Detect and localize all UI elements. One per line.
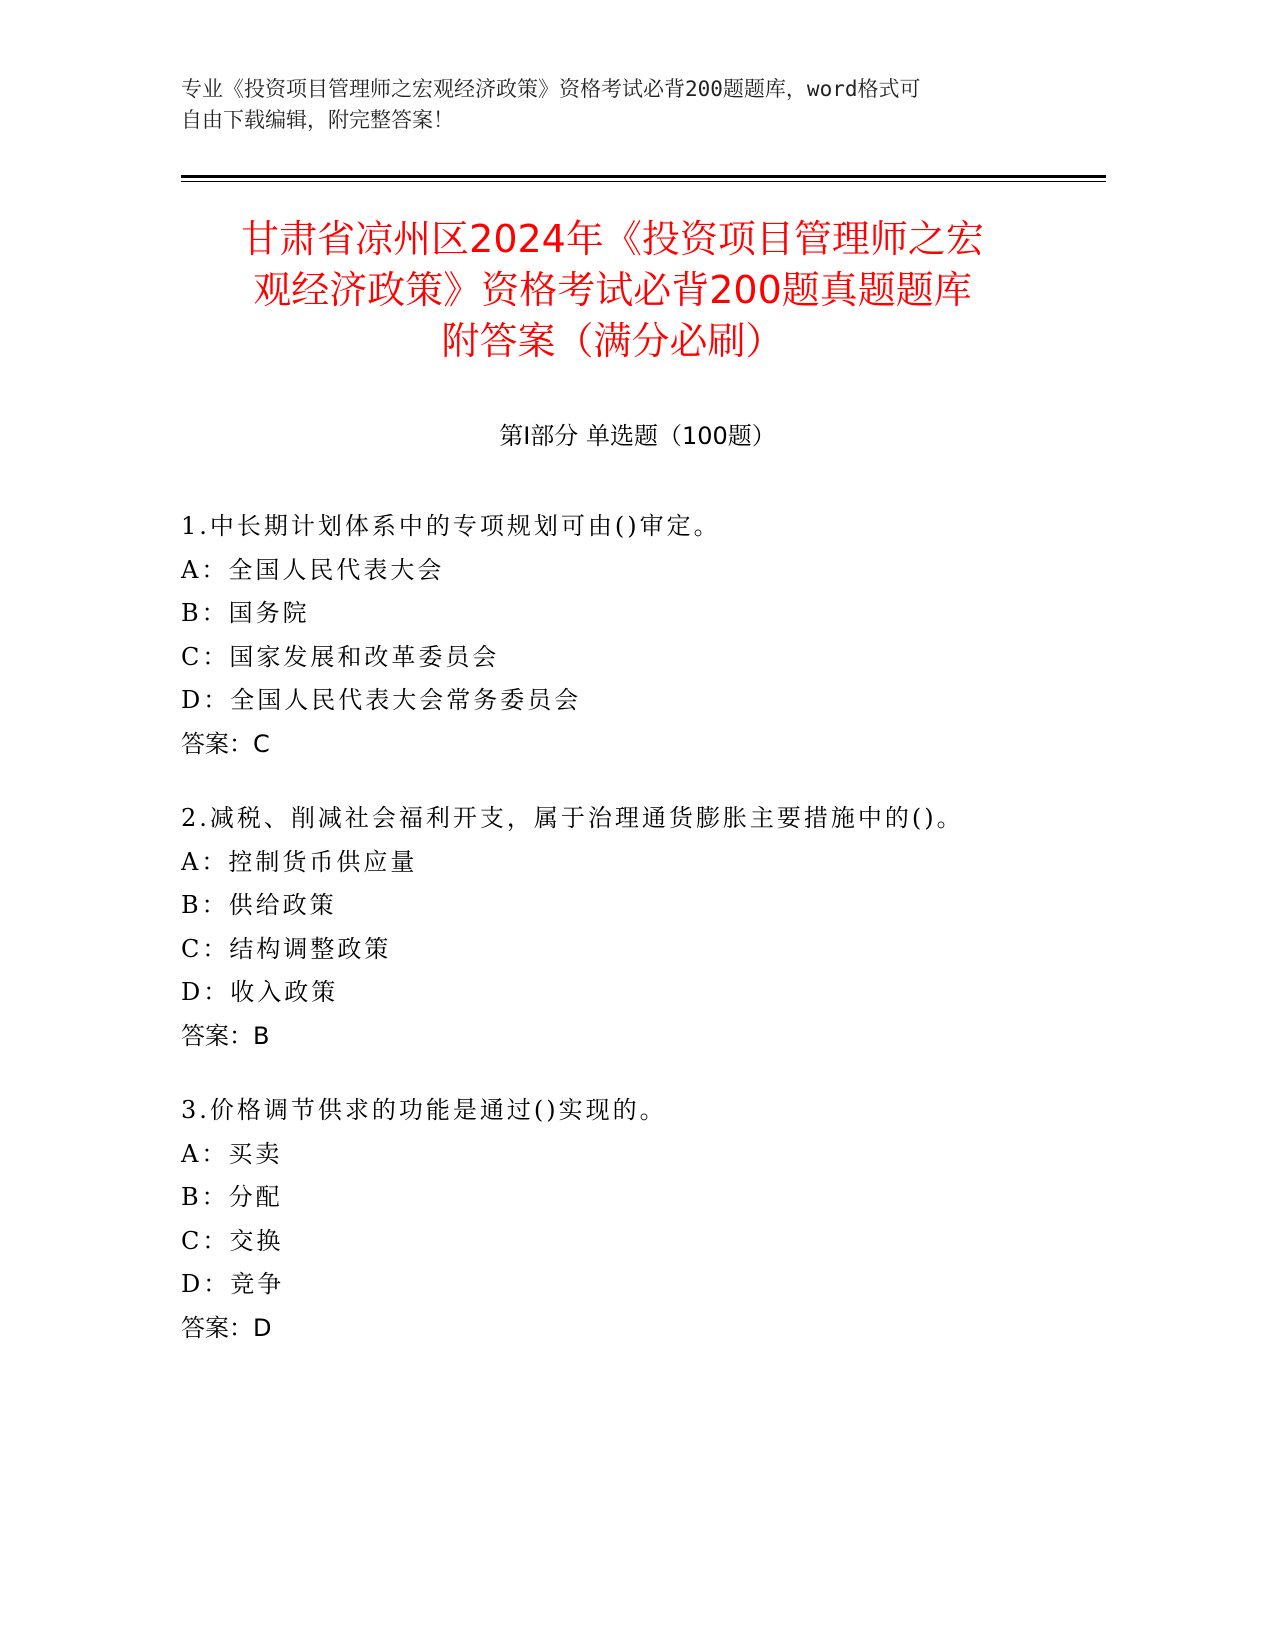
answer-line: 答案：C [181,729,270,758]
header-note-line-2: 自由下载编辑，附完整答案！ [181,108,454,132]
option-c: C：国家发展和改革委员会 [181,642,500,671]
question-2 [181,797,1101,1058]
answer-line: 答案：B [181,1021,270,1050]
title-line-2: 观经济政策》资格考试必背200题真题题库 [253,268,972,312]
header-divider-thin [181,181,1106,182]
header-divider-thick [181,175,1106,178]
option-d: D：全国人民代表大会常务委员会 [181,686,582,714]
question-stem: 2.减税、削减社会福利开支，属于治理通货膨胀主要措施中的()。 [181,804,964,832]
title-line-1: 甘肃省凉州区2024年《投资项目管理师之宏 [241,217,984,261]
section-heading: 第Ⅰ部分 单选题（100题） [499,422,776,450]
question-3 [181,1089,1101,1350]
option-b: B：国务院 [181,599,310,627]
option-a: A：买卖 [181,1139,283,1168]
option-c: C：结构调整政策 [181,934,392,963]
option-b: B：供给政策 [181,891,337,919]
option-d: D：收入政策 [181,978,339,1006]
option-d: D：竞争 [181,1270,285,1298]
header-note-line-1: 专业《投资项目管理师之宏观经济政策》资格考试必背200题题库，word格式可 [181,77,921,101]
question-list [181,505,1101,1381]
answer-line: 答案：D [181,1313,272,1342]
question-stem: 1.中长期计划体系中的专项规划可由()审定。 [181,512,721,540]
title-line-3: 附答案（满分必刷） [441,319,784,363]
option-b: B：分配 [181,1183,283,1211]
question-1 [181,505,1101,766]
option-a: A：全国人民代表大会 [181,555,445,584]
document-title [160,214,1065,367]
question-stem: 3.价格调节供求的功能是通过()实现的。 [181,1096,667,1124]
document-header-note [181,74,1081,136]
option-c: C：交换 [181,1226,284,1255]
option-a: A：控制货币供应量 [181,847,418,876]
